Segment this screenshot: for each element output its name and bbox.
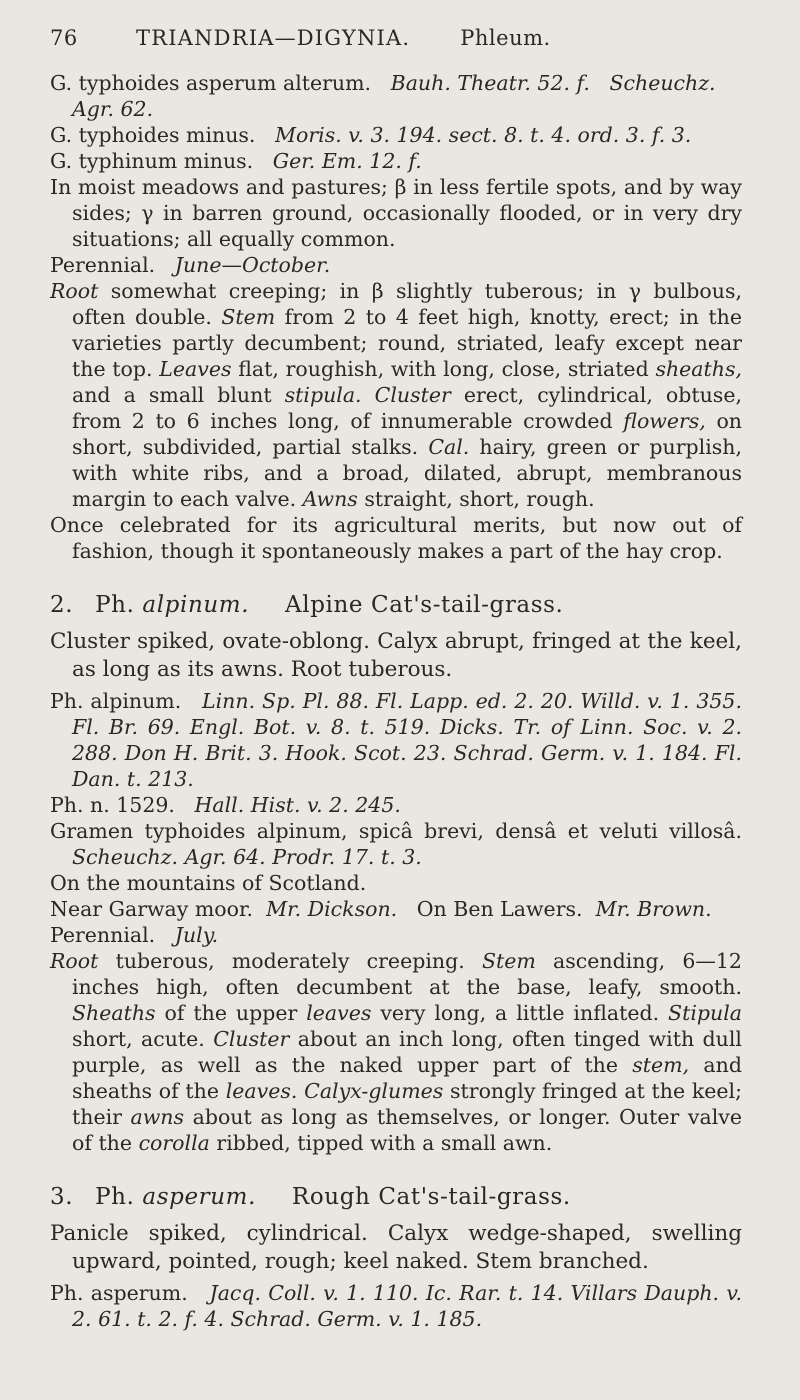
habitat-paragraph: In moist meadows and pastures; β in less fertile spots, and by way sides; γ in barren ground, occasionally flooded, or in very dry situations; all equally common. [50, 175, 742, 251]
note-paragraph: Once celebrated for its agricultural merits, but now out of fashion, though it spontaneously makes a part of the hay crop. [50, 513, 742, 563]
synonym-line: Ph. n. 1529. Hall. Hist. v. 2. 245. [50, 793, 401, 817]
duration-line: Perennial. July. [50, 923, 219, 947]
synonym-line: Ph. asperum. Jacq. Coll. v. 1. 110. Ic. Rar. t. 14. Villars Dauph. v. 2. 61. t. 2. f. 4. Schrad. Germ. v. 1. 185. [50, 1281, 742, 1331]
species-diagnosis: Cluster spiked, ovate-oblong. Calyx abrupt, fringed at the keel, as long as its awns. Root tuberous. [50, 629, 742, 682]
species-diagnosis: Panicle spiked, cylindrical. Calyx wedge-shaped, swelling upward, pointed, rough; keel naked. Stem branched. [50, 1221, 742, 1274]
duration-line: Perennial. June—October. [50, 253, 331, 277]
genus-running-head: Phleum. [460, 26, 551, 50]
synonym-line: Ph. alpinum. Linn. Sp. Pl. 88. Fl. Lapp. ed. 2. 20. Willd. v. 1. 355. Fl. Br. 69. Engl. Bot. v. 8. t. 519. Dicks. Tr. of Linn. Soc. v. 2. 288. Don H. Brit. 3. Hook. Scot. 23. Schrad. Germ. v. 1. 184. Fl. Dan. t. 213. [50, 689, 742, 791]
synonym-line: Gramen typhoides alpinum, spicâ brevi, densâ et veluti villosâ. Scheuchz. Agr. 64. Prodr. 17. t. 3. [50, 819, 742, 869]
page-number: 76 [50, 26, 78, 50]
habitat-line: On the mountains of Scotland. [50, 871, 367, 895]
page-header [50, 26, 742, 50]
description-paragraph: Root somewhat creeping; in β slightly tuberous; in γ bulbous, often double. Stem from 2 to 4 feet high, knotty, erect; in the varieties partly decumbent; round, striated, leafy except near the top. Leaves flat, roughish, with long, close, striated sheaths, and a small blunt stipula. Cluster erect, cylindrical, obtuse, from 2 to 6 inches long, of innumerable crowded flowers, on short, subdivided, partial stalks. Cal. hairy, green or purplish, with white ribs, and a broad, dilated, abrupt, membranous margin to each valve. Awns straight, short, rough. [50, 279, 742, 511]
species-heading: 3. Ph. asperum. Rough Cat's-tail-grass. [50, 1184, 571, 1210]
synonym-line: G. typhoides minus. Moris. v. 3. 194. sect. 8. t. 4. ord. 3. f. 3. [50, 123, 692, 147]
habitat-line: Near Garway moor. Mr. Dickson. On Ben Lawers. Mr. Brown. [50, 897, 712, 921]
page-title: TRIANDRIA—DIGYNIA. [136, 26, 411, 50]
species-heading: 2. Ph. alpinum. Alpine Cat's-tail-grass. [50, 592, 564, 618]
synonym-line: G. typhinum minus. Ger. Em. 12. f. [50, 149, 422, 173]
synonym-line: G. typhoides asperum alterum. Bauh. Theatr. 52. f. Scheuchz. Agr. 62. [50, 71, 716, 121]
description-paragraph: Root tuberous, moderately creeping. Stem ascending, 6—12 inches high, often decumbent at the base, leafy, smooth. Sheaths of the upper leaves very long, a little inflated. Stipula short, acute. Cluster about an inch long, often tinged with dull purple, as well as the naked upper part of the stem, and sheaths of the leaves. Calyx-glumes strongly fringed at the keel; their awns about as long as themselves, or longer. Outer valve of the corolla ribbed, tipped with a small awn. [50, 949, 742, 1155]
